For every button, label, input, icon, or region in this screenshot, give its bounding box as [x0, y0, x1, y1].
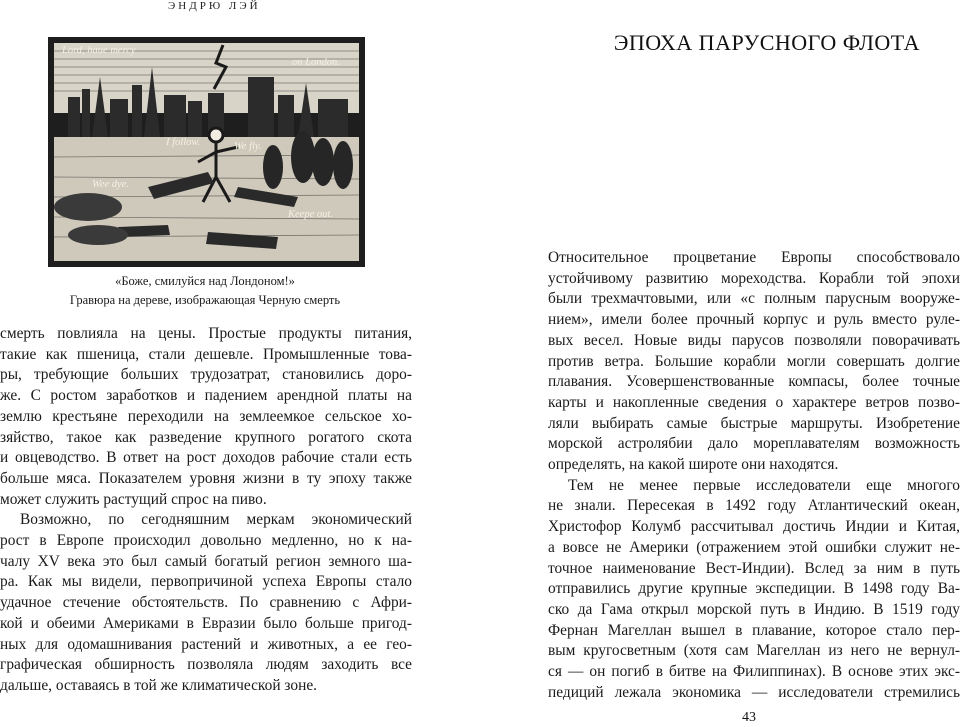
text-line: ных для одомашнивания растений и животных, а ее гео- [0, 635, 412, 653]
text-line: вым кругосветным (хотя сам Магеллан из него не вернул- [548, 642, 960, 660]
text-line: отправились другие крупные экспедиции. В 1498 году Ва- [548, 580, 960, 598]
text-line: такие как пшеница, стали дешевле. Промышленные това- [0, 345, 412, 363]
text-line: Тем не менее первые исследователи еще многого [568, 476, 960, 494]
text-line: точное наименование Вест-Индии). Вслед за ним в путь [548, 559, 960, 577]
text-line: же. С ростом заработков и падением арендной платы на [0, 387, 412, 405]
text-line: Фернан Магеллан вышел в плавание, которое стало пер- [548, 621, 960, 639]
text-line: ляли выбирать самые быстрые маршруты. Изобретение [548, 414, 960, 432]
text-line: не знали. Пересекая в 1492 году Атлантический океан, [548, 497, 960, 515]
text-line: графическая обширность позволяла людям заходить все [0, 656, 412, 674]
text-line: против ветра. Большие корабли могли совершать долгие [548, 352, 960, 370]
text-line: ся — он погиб в битве на Филиппинах). В основе этих экс- [548, 663, 960, 681]
woodcut-label-lord-have-mercy: Lord, haue mercy [62, 45, 136, 56]
woodcut-label-we-dye: Wee dye. [92, 179, 129, 190]
woodcut-illustration [48, 37, 365, 267]
text-line: Возможно, по сегодняшним меркам экономический [20, 511, 412, 529]
left-body-text [0, 324, 412, 697]
text-line: Относительное процветание Европы способствовало [548, 249, 960, 266]
figure-caption [0, 272, 410, 310]
text-line: устойчивому развитию мореходства. Корабли той эпохи [548, 269, 960, 287]
woodcut-label-keep-out: Keepe out. [288, 209, 333, 220]
text-line: чалу XV века это был самый богатый регион земного ша- [0, 552, 412, 570]
black-death-woodcut [48, 37, 365, 267]
woodcut-label-on-london: on London. [292, 57, 340, 68]
woodcut-label-we-fly: We fly. [234, 141, 262, 152]
text-line: и овцеводство. В ответ на рост доходов рабочие стали есть [0, 449, 412, 467]
text-line: а вовсе не Америки (отражением этой ошибки служит не- [548, 538, 960, 556]
caption-line: Гравюра на дереве, изображающая Черную смерть [69, 293, 341, 307]
text-line: были трехмачтовыми, или «с полным парусным вооруже- [548, 290, 960, 308]
text-line: ры, требующие больших трудозатрат, становились доро- [0, 366, 412, 384]
running-head: ЭНДРЮ ЛЭЙ [168, 0, 261, 12]
text-line: нием», имели более прочный корпус и руль вместо руле- [548, 311, 960, 329]
text-line: землю крестьяне переходили на землеемкое сельское хо- [0, 407, 412, 425]
text-line: кой и обеими Америками в Евразии было больше пригод- [0, 614, 412, 632]
text-line: рост в Европе происходил довольно медленно, но к на- [0, 532, 412, 550]
text-line: смерть повлияла на цены. Простые продукты питания, [0, 325, 412, 342]
text-line: зяйство, такое как разведение крупного рогатого скота [0, 428, 412, 446]
text-line: морской астролябии дало мореплавателям возможность [548, 435, 960, 453]
right-body-text [548, 248, 960, 703]
chapter-title: ЭПОХА ПАРУСНОГО ФЛОТА [613, 30, 920, 55]
page-number: 43 [742, 710, 756, 725]
text-line: плавания. Усовершенствованные компасы, более точные [548, 373, 960, 391]
text-line: вых весел. Новые виды парусов позволяли поворачивать [548, 331, 960, 349]
text-line: определять, на какой широте они находятся. [548, 456, 839, 474]
text-line: удачное стечение обстоятельств. По сравнению с Афри- [0, 594, 412, 612]
text-line: дальше, оставаясь в той же климатической зоне. [0, 676, 318, 694]
caption-line: «Боже, смилуйся над Лондоном!» [115, 274, 295, 288]
text-line: может служить растущий спрос на пиво. [0, 490, 267, 508]
text-line: Христофор Колумб рассчитывал достичь Индии и Китая, [548, 518, 960, 536]
text-line: ра. Как мы видели, первопричиной успеха Европы стало [0, 573, 412, 591]
text-line: больше мяса. Показателем уровня жизни в ту эпоху также [0, 469, 412, 487]
woodcut-label-i-follow: I follow. [166, 137, 201, 148]
text-line: ско да Гама открыл морской путь в Индию. В 1519 году [548, 600, 960, 618]
text-line: карты и накопленные сведения о характере ветров позво- [548, 393, 960, 411]
text-line: педиций лежала экономика — исследователи стремились [548, 683, 960, 701]
